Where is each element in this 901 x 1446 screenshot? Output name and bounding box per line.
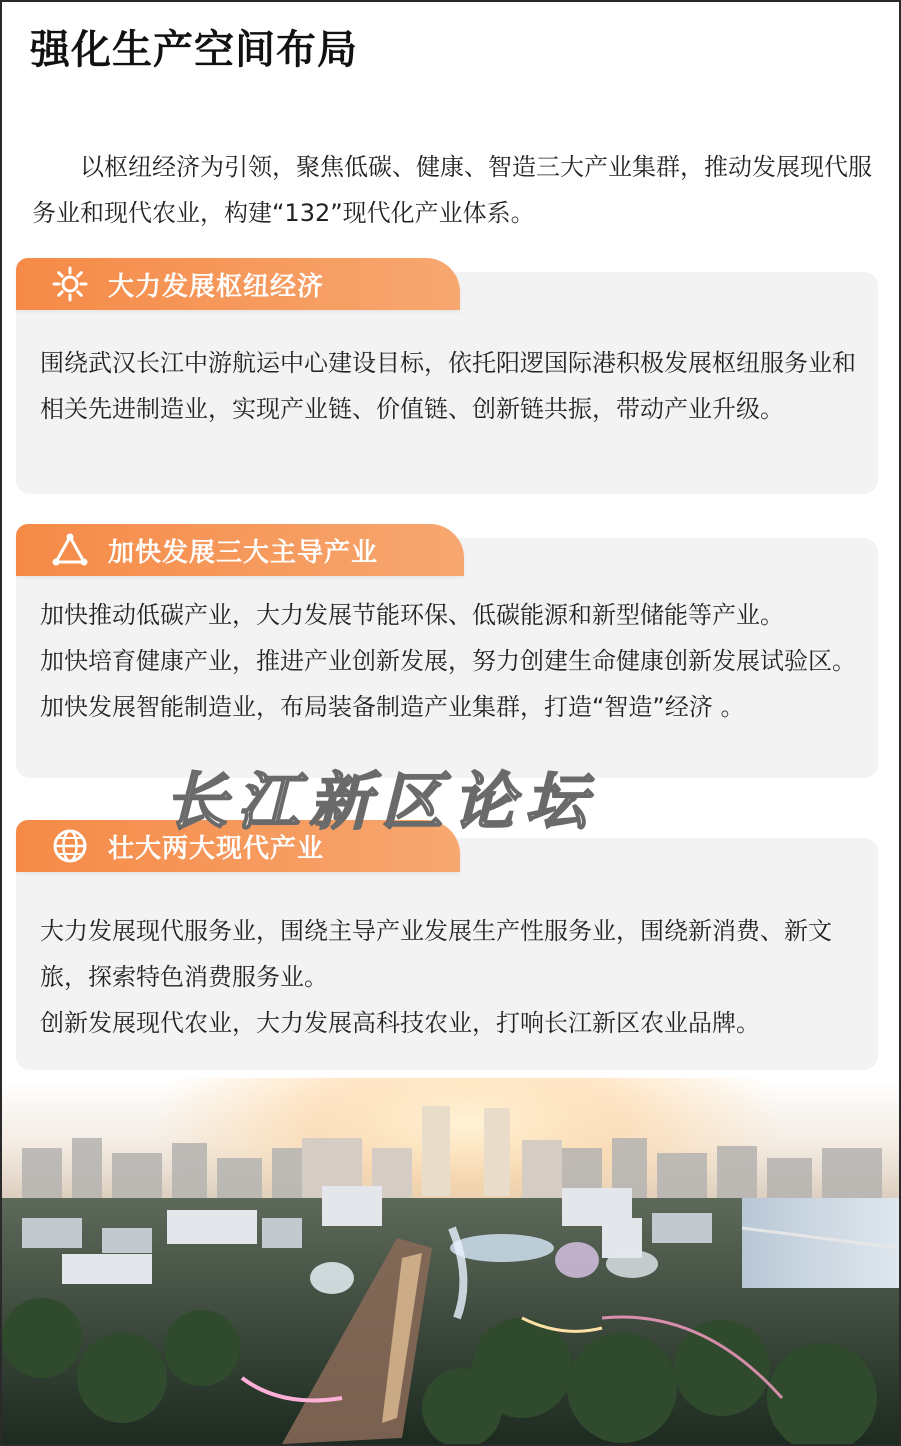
city-aerial-photo (2, 1078, 899, 1444)
section-heading: 加快发展三大主导产业 (108, 537, 379, 568)
globe-icon (52, 828, 88, 864)
intro-paragraph: 以枢纽经济为引领，聚焦低碳、健康、智造三大产业集群，推动发展现代服务业和现代农业，构建“132”现代化产业体系。 (32, 153, 872, 227)
sun-icon (52, 266, 88, 302)
section-paragraph: 加快培育健康产业，推进产业创新发展，努力创建生命健康创新发展试验区。 (40, 647, 856, 675)
watermark: 长江新区论坛 (165, 765, 598, 838)
city-aerial-illustration (2, 1078, 899, 1444)
section-heading: 大力发展枢纽经济 (108, 271, 325, 302)
section-heading: 壮大两大现代产业 (108, 833, 325, 864)
section-header-hub-economy (16, 258, 460, 310)
section-paragraph: 加快发展智能制造业，布局装备制造产业集群，打造“智造”经济 。 (40, 693, 745, 721)
triangle-network-icon (52, 532, 88, 568)
section-body-hub-economy (40, 340, 876, 432)
section-paragraph: 大力发展现代服务业，围绕主导产业发展生产性服务业，围绕新消费、新文旅，探索特色消费服务业。 (40, 917, 832, 991)
section-header-three-industries (16, 524, 464, 576)
section-paragraph: 围绕武汉长江中游航运中心建设目标，依托阳逻国际港积极发展枢纽服务业和相关先进制造业，实现产业链、价值链、创新链共振，带动产业升级。 (40, 349, 856, 423)
section-body-modern-industries (40, 908, 876, 1046)
section-paragraph: 加快推动低碳产业，大力发展节能环保、低碳能源和新型储能等产业。 (40, 601, 784, 629)
page-title: 强化生产空间布局 (30, 27, 358, 73)
section-paragraph: 创新发展现代农业，大力发展高科技农业，打响长江新区农业品牌。 (40, 1009, 760, 1037)
section-body-three-industries (40, 592, 876, 730)
